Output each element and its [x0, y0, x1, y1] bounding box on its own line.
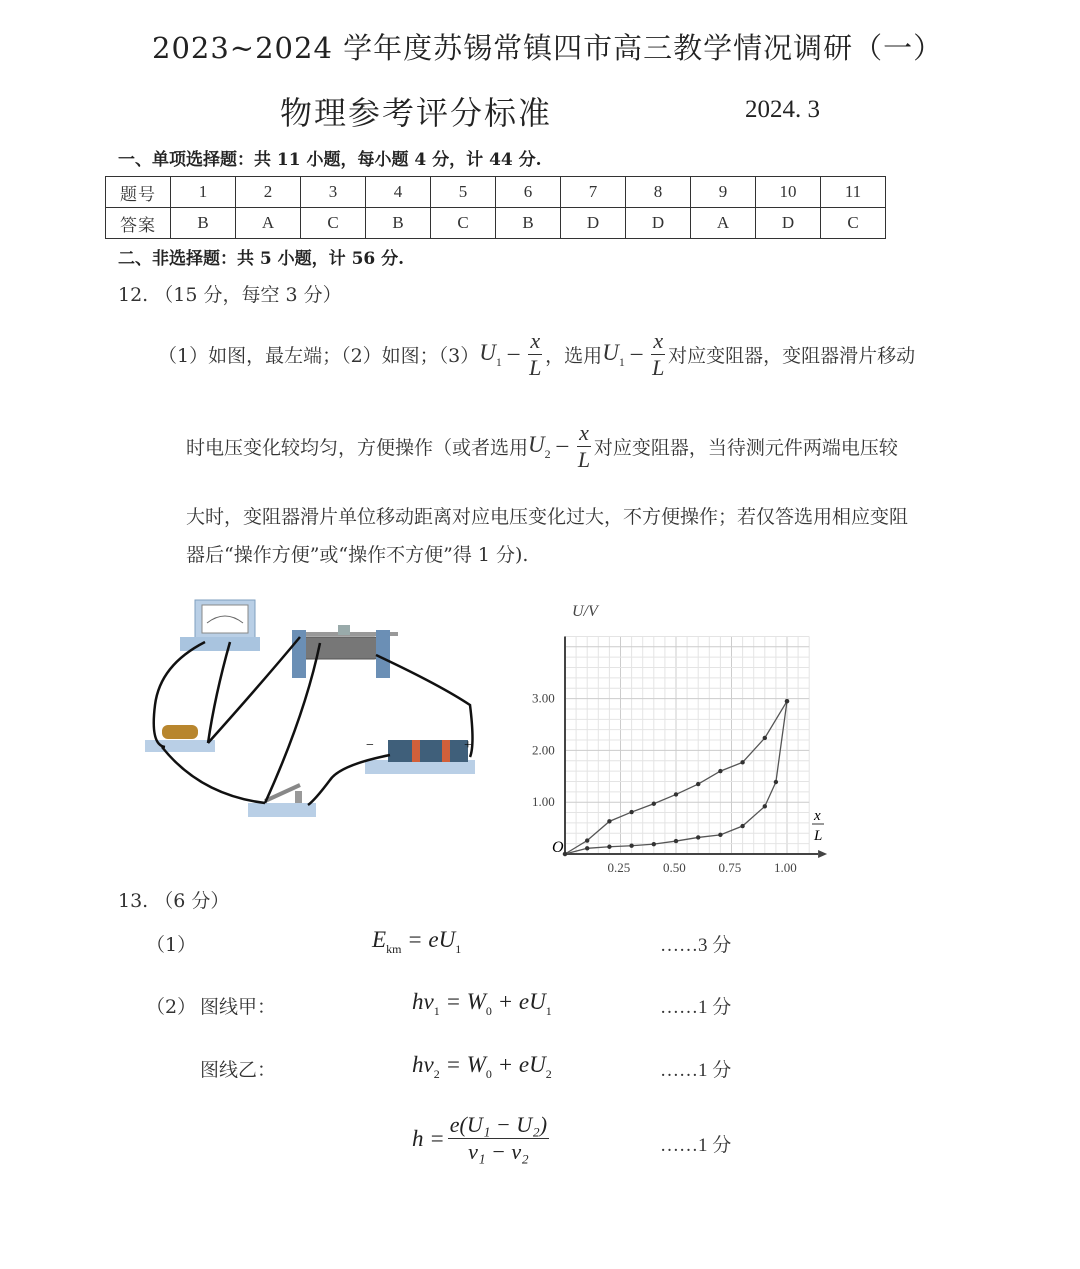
question-number: 6	[496, 177, 561, 208]
u-vs-x-over-l-chart	[520, 590, 840, 885]
formula-ekm: $E_{km} = eU_1$	[372, 927, 462, 956]
q13-part2-label: （2）	[146, 996, 197, 1018]
rheostat-icon	[292, 625, 398, 678]
fraction: $\frac{\text{e(U₁ − U₂)}}{\text{ν₁ − ν₂}}$	[449, 1112, 548, 1164]
score: ……1 分	[660, 1060, 732, 1081]
data-point-U1	[763, 736, 767, 740]
q13-heading: 13. （6 分）	[118, 890, 230, 912]
answer-cell: B	[496, 208, 561, 239]
x-axis-label-den: L	[814, 828, 823, 844]
question-number: 1	[171, 177, 236, 208]
x-tick-label: 0.25	[607, 860, 631, 875]
data-point-U2	[763, 804, 767, 808]
question-number: 5	[431, 177, 496, 208]
x-tick-label: 0.50	[663, 860, 686, 875]
y-tick-label: 2.00	[532, 742, 555, 758]
data-point-U1	[607, 819, 611, 823]
answer-cell: D	[756, 208, 821, 239]
data-point-U2	[629, 844, 633, 848]
q12-line4: 器后“操作方便”或“操作不方便”得 1 分).	[186, 544, 529, 566]
question-number: 3	[301, 177, 366, 208]
curve-yi-label: 图线乙：	[200, 1059, 277, 1081]
formula-lhs: h =	[412, 1125, 445, 1151]
data-point-U1	[740, 760, 744, 764]
data-point-U2	[740, 824, 744, 828]
x-axis-arrow	[818, 850, 827, 858]
q13-part1-label: （1）	[146, 934, 197, 956]
data-point-U1	[629, 810, 633, 814]
data-point-U2	[774, 780, 778, 784]
row-label: 答案	[106, 208, 171, 239]
text: （1）如图，最左端；（2）如图；（3）	[158, 345, 480, 367]
data-point-U2	[674, 839, 678, 843]
document-title: 2023~2024 学年度苏锡常镇四市高三教学情况调研（一）	[152, 31, 944, 65]
formula-yi: $h\nu_2 = W_0 + eU_2$	[412, 1052, 552, 1081]
answer-cell: D	[626, 208, 691, 239]
chart-axes	[565, 636, 827, 858]
question-number: 4	[366, 177, 431, 208]
question-number: 8	[626, 177, 691, 208]
voltmeter-icon	[180, 600, 260, 651]
question-number: 9	[691, 177, 756, 208]
answer-cell: C	[431, 208, 496, 239]
q12-line3: 大时，变阻器滑片单位移动距离对应电压变化过大，不方便操作；若仅答选用相应变阻	[186, 506, 909, 528]
answer-table	[105, 176, 886, 239]
data-point-U2	[607, 845, 611, 849]
data-point-U1	[652, 802, 656, 806]
battery-minus-label: −	[366, 738, 374, 753]
x-axis-label-num: x	[814, 808, 821, 824]
text: ，选用	[545, 345, 603, 367]
question-number: 11	[821, 177, 886, 208]
x-tick-label: 1.00	[774, 860, 797, 875]
q12-line1	[158, 328, 915, 381]
answer-cell: C	[301, 208, 366, 239]
score: ……3 分	[660, 935, 732, 956]
table-row-answers	[106, 208, 886, 239]
q12-line2	[186, 420, 898, 473]
answer-cell: D	[561, 208, 626, 239]
formula-jia: $h\nu_1 = W_0 + eU_1$	[412, 989, 552, 1018]
fraction-x-over-l: $\frac{x}{L}$	[529, 328, 542, 380]
text: 时电压变化较均匀，方便操作（或者选用	[186, 437, 529, 459]
fraction-x-over-l: $\frac{x}{L}$	[577, 420, 591, 472]
data-point-U1	[718, 769, 722, 773]
q12-heading: 12. （15 分，每空 3 分）	[118, 284, 342, 306]
score: ……1 分	[660, 997, 732, 1018]
section2-heading: 二、非选择题：共 5 小题，计 56 分.	[118, 249, 405, 269]
circuit-diagram	[140, 595, 490, 825]
formula-h	[412, 1112, 552, 1165]
data-point-U2	[652, 842, 656, 846]
origin-label: O	[552, 839, 564, 856]
wires	[154, 637, 473, 805]
battery-plus-label: +	[464, 738, 472, 753]
question-number: 2	[236, 177, 301, 208]
x-tick-label: 0.75	[718, 860, 742, 875]
formula-u1: $U_1$ –	[479, 339, 520, 369]
text: 对应变阻器，变阻器滑片移动	[668, 345, 916, 367]
y-tick-label: 1.00	[532, 794, 555, 810]
question-number: 7	[561, 177, 626, 208]
answer-cell: B	[366, 208, 431, 239]
answer-cell: A	[691, 208, 756, 239]
chart-grid	[565, 636, 809, 854]
answer-cell: C	[821, 208, 886, 239]
answer-cell: B	[171, 208, 236, 239]
y-tick-label: 3.00	[532, 690, 555, 706]
document-subtitle: 物理参考评分标准	[280, 94, 553, 132]
data-point-U2	[718, 833, 722, 837]
score: ……1 分	[660, 1135, 732, 1156]
text: 对应变阻器，当待测元件两端电压较	[593, 437, 898, 459]
document-date: 2024. 3	[745, 96, 820, 123]
table-row-numbers	[106, 177, 886, 208]
formula-u2: $U_2$ –	[528, 431, 569, 461]
row-label: 题号	[106, 177, 171, 208]
data-point-U2	[585, 846, 589, 850]
curve-jia-label: 图线甲：	[200, 996, 277, 1018]
fraction-x-over-l: $\frac{x}{L}$	[652, 328, 665, 380]
y-axis-label: U/V	[572, 603, 598, 620]
data-point-U1	[696, 782, 700, 786]
data-point-U1	[585, 838, 589, 842]
data-point-U2	[696, 835, 700, 839]
question-number: 10	[756, 177, 821, 208]
data-point-U2	[785, 699, 789, 703]
section1-heading: 一、单项选择题：共 11 小题，每小题 4 分，计 44 分.	[118, 150, 542, 170]
formula-u1: $U_1$ –	[602, 339, 643, 369]
answer-cell: A	[236, 208, 301, 239]
data-point-U1	[674, 792, 678, 796]
